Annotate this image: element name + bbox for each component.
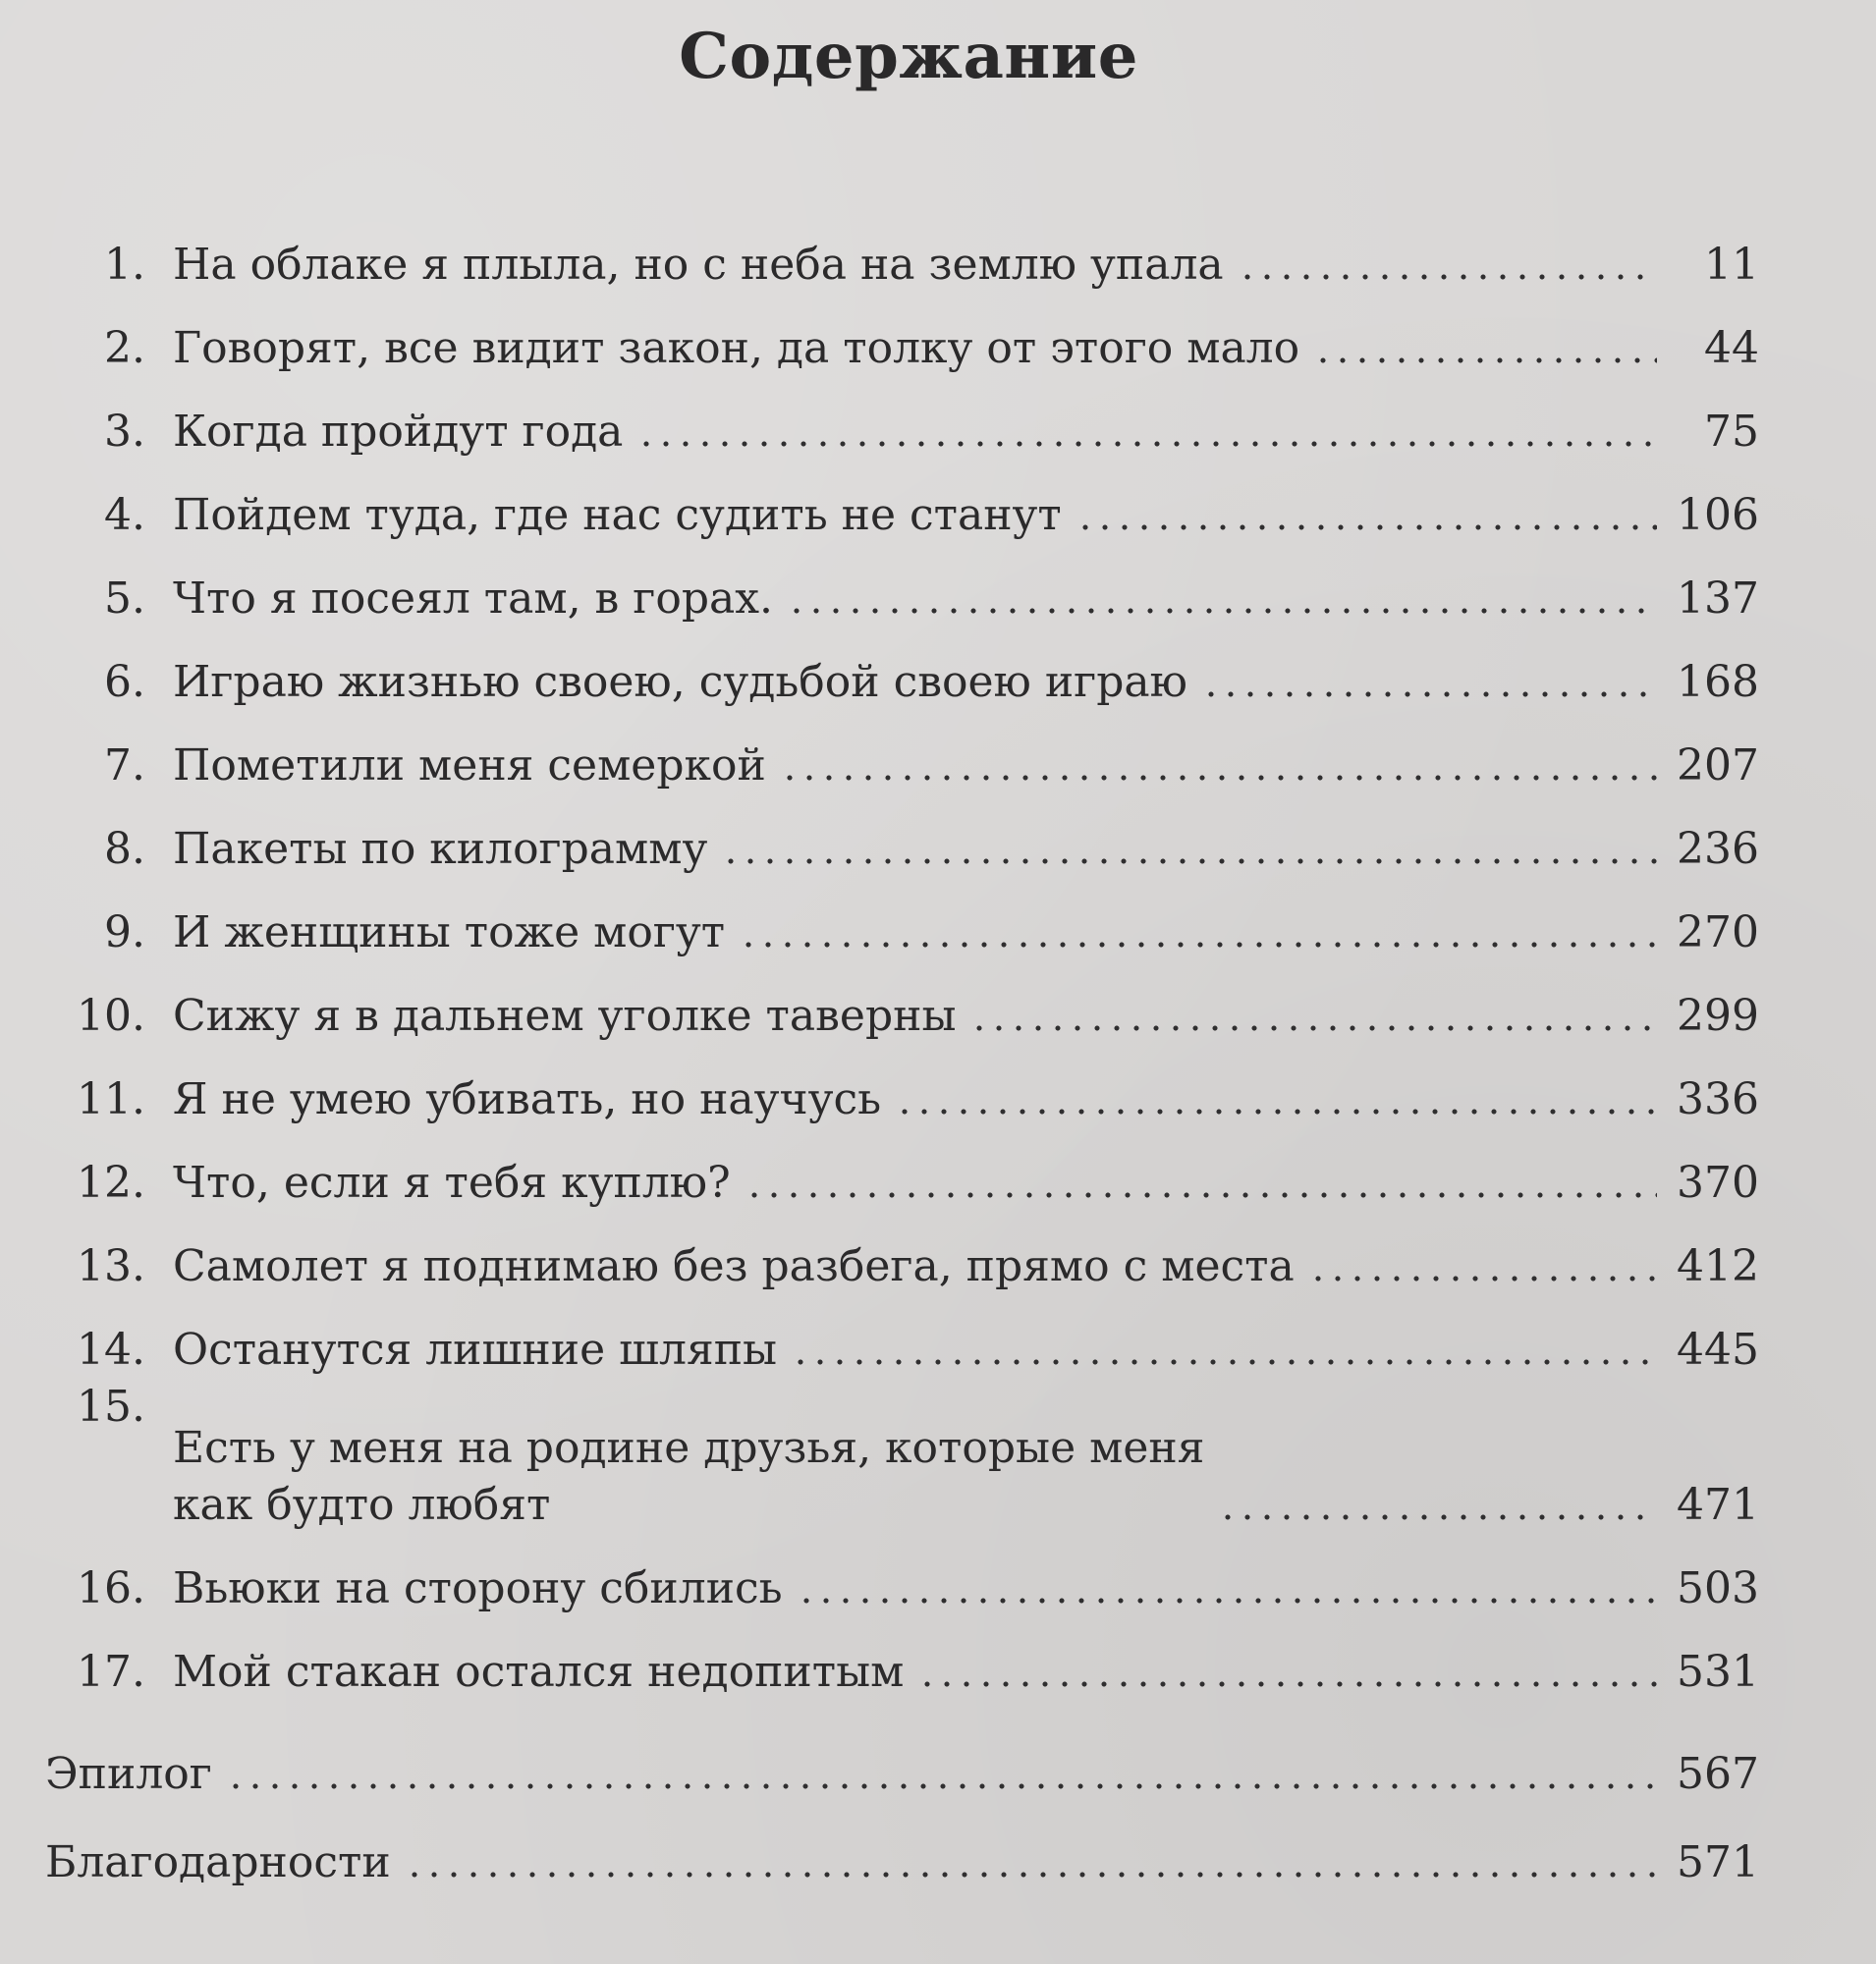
entry-body [173,571,1759,627]
entry-body [173,988,1759,1045]
chapter-number: 1. [104,240,145,290]
entry-body [173,1560,1759,1617]
entry-body [173,1420,1759,1534]
epilog-title: Эпилог [45,1749,212,1799]
dot-leader [780,773,1657,783]
toc-entry-1 [45,210,1759,294]
entry-body [173,654,1759,711]
dot-leader [917,1679,1657,1689]
dot-leader [969,1023,1657,1033]
entry-body [173,404,1759,461]
dot-leader [797,1596,1657,1606]
chapter-title: Когда пройдут года [173,407,624,457]
chapter-title: Я не умею убивать, но научусь [173,1074,882,1124]
dot-leader [895,1107,1657,1117]
entry-body [173,1322,1759,1379]
entry-body [173,821,1759,878]
dot-leader [226,1781,1657,1791]
chapter-number: 16. [77,1563,145,1613]
page-number: 106 [1677,490,1759,540]
chapter-title: Сижу я в дальнем уголке таверны [173,991,957,1041]
dot-leader [745,1190,1657,1200]
chapter-number: 14. [77,1325,145,1375]
entry-body [173,1644,1759,1701]
page-number: 299 [1677,991,1759,1041]
page-number: 531 [1677,1647,1759,1697]
toc-entry-5 [45,544,1759,627]
chapter-number: 2. [104,323,145,373]
entry-body [173,1155,1759,1212]
chapter-number: 17. [77,1647,145,1697]
toc-entry-2 [45,294,1759,377]
dot-leader [1201,689,1657,699]
dot-leader [1238,272,1657,282]
entry-body [173,237,1759,294]
page-number: 207 [1677,740,1759,791]
chapter-title: На облаке я плыла, но с неба на землю упала [173,240,1224,290]
entry-body [173,1238,1759,1295]
toc-entry-acknowledgments [45,1803,1759,1891]
chapter-number: 15. [77,1382,145,1432]
chapter-title-line-2: как будто любят [173,1480,551,1530]
dot-leader [1308,1274,1657,1283]
page-number: 471 [1677,1480,1759,1530]
dot-leader [405,1870,1657,1880]
page-number: 137 [1677,573,1759,624]
toc-entry-8 [45,794,1759,878]
chapter-title: Самолет я поднимаю без разбега, прямо с места [173,1241,1295,1291]
chapter-title: Играю жизнью своею, судьбой своею играю [173,657,1187,707]
toc-entry-11 [45,1045,1759,1128]
dot-leader [636,439,1657,449]
page-number: 503 [1677,1563,1759,1613]
page-number: 336 [1677,1074,1759,1124]
chapter-title: Останутся лишние шляпы [173,1325,778,1375]
dot-leader [787,606,1657,616]
entry-body [45,1834,1759,1891]
chapter-number: 8. [104,824,145,874]
chapter-title: Говорят, все видит закон, да толку от этого мало [173,323,1300,373]
entry-body [45,1746,1759,1803]
entry-body [173,904,1759,961]
toc-entry-6 [45,627,1759,711]
entry-body [173,487,1759,544]
chapter-title: И женщины тоже могут [173,907,726,957]
page-number: 370 [1677,1158,1759,1208]
chapter-number: 7. [104,740,145,791]
toc-entry-12 [45,1128,1759,1212]
page-number: 75 [1704,407,1759,457]
dot-leader [739,940,1657,950]
chapter-title: Что я посеял там, в горах. [173,573,774,624]
chapter-number: 12. [77,1158,145,1208]
page-number: 445 [1677,1325,1759,1375]
dot-leader [721,856,1657,866]
chapter-number: 3. [104,407,145,457]
page-number: 44 [1704,323,1759,373]
toc-entry-7 [45,711,1759,794]
chapter-title: Что, если я тебя куплю? [173,1158,731,1208]
chapter-title-line-1: Есть у меня на родине друзья, которые меня [173,1423,1205,1473]
toc-entry-17 [45,1617,1759,1701]
chapter-number: 5. [104,573,145,624]
chapter-number: 9. [104,907,145,957]
toc-entry-15 [45,1379,1759,1534]
page-number: 168 [1677,657,1759,707]
entry-body [173,1071,1759,1128]
table-of-contents [45,210,1759,1891]
entry-body [173,737,1759,794]
dot-leader [1218,1512,1657,1522]
dot-leader [791,1357,1657,1367]
toc-entry-3 [45,377,1759,461]
toc-entry-epilog [45,1701,1759,1803]
toc-entry-10 [45,961,1759,1045]
page-number: 567 [1677,1749,1759,1799]
page-number: 11 [1704,240,1759,290]
toc-entry-14 [45,1295,1759,1379]
page-title: Содержание [679,20,1138,93]
chapter-title: Пакеты по килограмму [173,824,708,874]
dot-leader [1076,522,1657,532]
chapter-number: 6. [104,657,145,707]
page-number: 236 [1677,824,1759,874]
toc-entry-16 [45,1534,1759,1617]
chapter-number: 10. [77,991,145,1041]
page-number: 412 [1677,1241,1759,1291]
toc-entry-13 [45,1212,1759,1295]
chapter-title: Мой стакан остался недопитым [173,1647,905,1697]
toc-entry-9 [45,878,1759,961]
chapter-number: 4. [104,490,145,540]
page-number: 571 [1677,1837,1759,1887]
page-number: 270 [1677,907,1759,957]
toc-entry-4 [45,461,1759,544]
chapter-title: Пометили меня семеркой [173,740,766,791]
entry-body [173,320,1759,377]
chapter-title: Вьюки на сторону сбились [173,1563,783,1613]
chapter-title-wrap [173,1420,1204,1534]
acknowledgments-title: Благодарности [45,1837,391,1887]
chapter-title: Пойдем туда, где нас судить не станут [173,490,1062,540]
chapter-number: 13. [77,1241,145,1291]
dot-leader [1313,355,1657,365]
chapter-number: 11. [77,1074,145,1124]
